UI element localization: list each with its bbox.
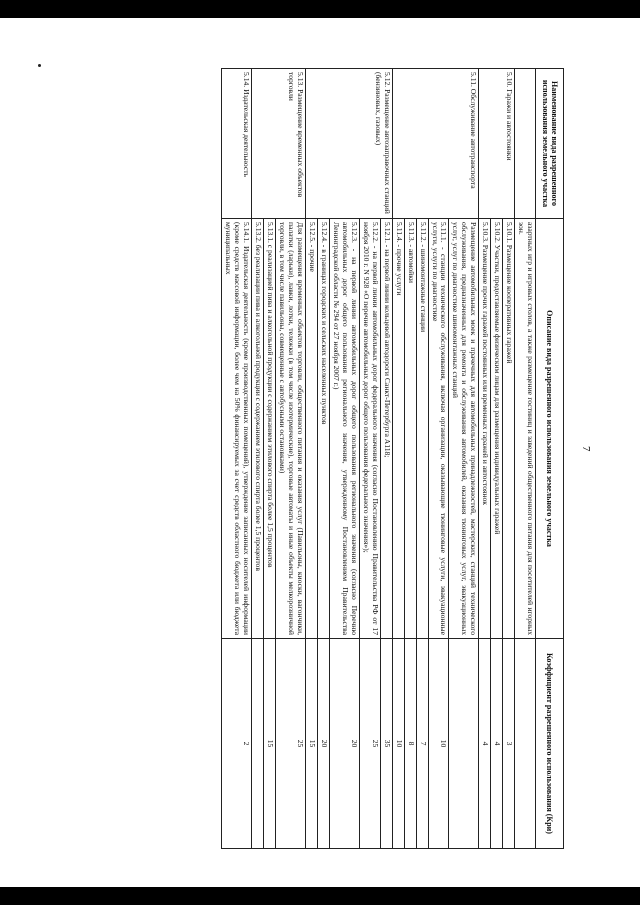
coefficient-cell: 35 bbox=[380, 639, 392, 849]
coefficient-cell: 2 bbox=[222, 639, 252, 849]
description-cell: 5.10.1. Размещение кооперативных гаражей bbox=[503, 219, 515, 639]
description-cell: 5.13.2. без реализации пива и алкогольной продукции с содержанием этилового спирта более 1,5 процентов bbox=[252, 219, 264, 639]
description-cell: 5.11.1. - станции технического обслуживания, включая организации, оказывающие тюнинговые услуги, эвакуационные услуги, услуги по диагностике bbox=[428, 219, 449, 639]
name-cell: 5.13. Размещение временных объектов торговли bbox=[252, 69, 306, 219]
coefficient-cell: 20 bbox=[330, 639, 360, 849]
table-row bbox=[515, 69, 536, 849]
table-row bbox=[503, 69, 515, 849]
description-cell: 5.14.1. Издательская деятельность (кроме производственных помещений), утверждение записанных носителей информации (кроме средств массовой информации, более чем на 50% финансируемых за счет средств областного бюджета или бюджета муниципальных bbox=[222, 219, 252, 639]
description-cell: 5.12.5. - прочие bbox=[306, 219, 318, 639]
coefficient-cell bbox=[449, 639, 479, 849]
table-row bbox=[449, 69, 479, 849]
header-coefficient: Коэффициент разрешенного использования (Кри) bbox=[536, 639, 564, 849]
description-cell: 5.12.4. - в границах городских и сельских населенных пунктов bbox=[318, 219, 330, 639]
table-header-row bbox=[536, 69, 564, 849]
scan-top-border bbox=[0, 0, 640, 18]
coefficient-cell: 25 bbox=[359, 639, 380, 849]
description-cell: 5.10.3. Размещение прочих гаражей постоянных или временных гаражей и автостоянок bbox=[479, 219, 491, 639]
coefficient-cell: 15 bbox=[306, 639, 318, 849]
description-cell: 5.12.2. - на первой линии автомобильных дорог федерального значения (согласно Постановлению Правительства РФ от 17 ноября 2010 г. N 928 «О перечне автомобильных дорог общего пользования федерального значения»); bbox=[359, 219, 380, 639]
table-row bbox=[222, 69, 252, 849]
coefficient-cell: 7 bbox=[416, 639, 428, 849]
table-row bbox=[276, 69, 306, 849]
rotated-document-page bbox=[100, 60, 600, 860]
land-use-table bbox=[221, 68, 564, 849]
coefficient-cell: 3 bbox=[503, 639, 515, 849]
description-cell: 5.12.1. - на первой линии кольцевой автодороги Санкт-Петербурга А118; bbox=[380, 219, 392, 639]
description-cell: 5.11.2. - шиномонтажные станции bbox=[416, 219, 428, 639]
coefficient-cell: 15 bbox=[264, 639, 276, 849]
description-cell: 5.11.4. - прочие услуги bbox=[392, 219, 404, 639]
page-number: 7 bbox=[580, 446, 592, 452]
coefficient-cell: 25 bbox=[276, 639, 306, 849]
coefficient-cell bbox=[252, 639, 264, 849]
table-row bbox=[380, 69, 392, 849]
coefficient-cell: 4 bbox=[491, 639, 503, 849]
name-cell bbox=[515, 69, 536, 219]
coefficient-cell: 20 bbox=[318, 639, 330, 849]
header-land-use-type: Наименование вида разрешенного использования земельного участка bbox=[536, 69, 564, 219]
scan-speck bbox=[38, 64, 41, 67]
coefficient-cell: 8 bbox=[404, 639, 416, 849]
description-cell: 5.13.1. с реализацией пива и алкогольной продукции с содержанием этилового спирта более 1,5 процентов bbox=[264, 219, 276, 639]
name-cell: 5.11. Обслуживание автотранспорта bbox=[392, 69, 479, 219]
name-cell: 5.14. Издательская деятельность bbox=[222, 69, 252, 219]
description-cell: Размещение автомобильных моек и прачечных для автомобильных принадлежностей, мастерских, станций технического обслуживания, предназначенных для ремонта и обслуживания автомобилей, оказания тюнинговых услуг, эвакуационных услуг, услуг по диагностике шиномонтажных станций bbox=[449, 219, 479, 639]
description-cell: 5.11.3. - автомойки bbox=[404, 219, 416, 639]
coefficient-cell: 10 bbox=[428, 639, 449, 849]
coefficient-cell bbox=[515, 639, 536, 849]
coefficient-cell: 4 bbox=[479, 639, 491, 849]
name-cell: 5.10. Гаражи и автостоянки bbox=[479, 69, 515, 219]
scan-bottom-border bbox=[0, 887, 640, 905]
description-cell: 5.10.2. Участки, предоставляемые физическим лицам для размещения индивидуальных гаражей bbox=[491, 219, 503, 639]
description-cell: азартных игр и игровых столов, а также размещение гостиниц и заведений общественного питания для посетителей игорных зон. bbox=[515, 219, 536, 639]
name-cell: 5.12. Размещение автозаправочных станций (бензиновых, газовых) bbox=[306, 69, 393, 219]
description-cell: 5.12.3. - на первой линии автомобильных дорог общего пользования регионального значения (согласно Перечню автомобильных дорог общего пользования регионального значения, утвержденному Постановлением Правительства Ленинградской области № 294 от 27 ноября 2007 г.) bbox=[330, 219, 360, 639]
coefficient-cell: 10 bbox=[392, 639, 404, 849]
header-description: Описание вида разрешенного использования земельного участка bbox=[536, 219, 564, 639]
description-cell: Для размещения временных объектов торговли, общественного питания и оказания услуг (Павильоны, киоски, вагончики, палатки (ларьки), лавки, лотки, тележки (в том числе изотермические), торговые автоматы и иные объекты мелкорозничной торговли, в том числе павильоны, совмещенные с автобусными остановками) bbox=[276, 219, 306, 639]
